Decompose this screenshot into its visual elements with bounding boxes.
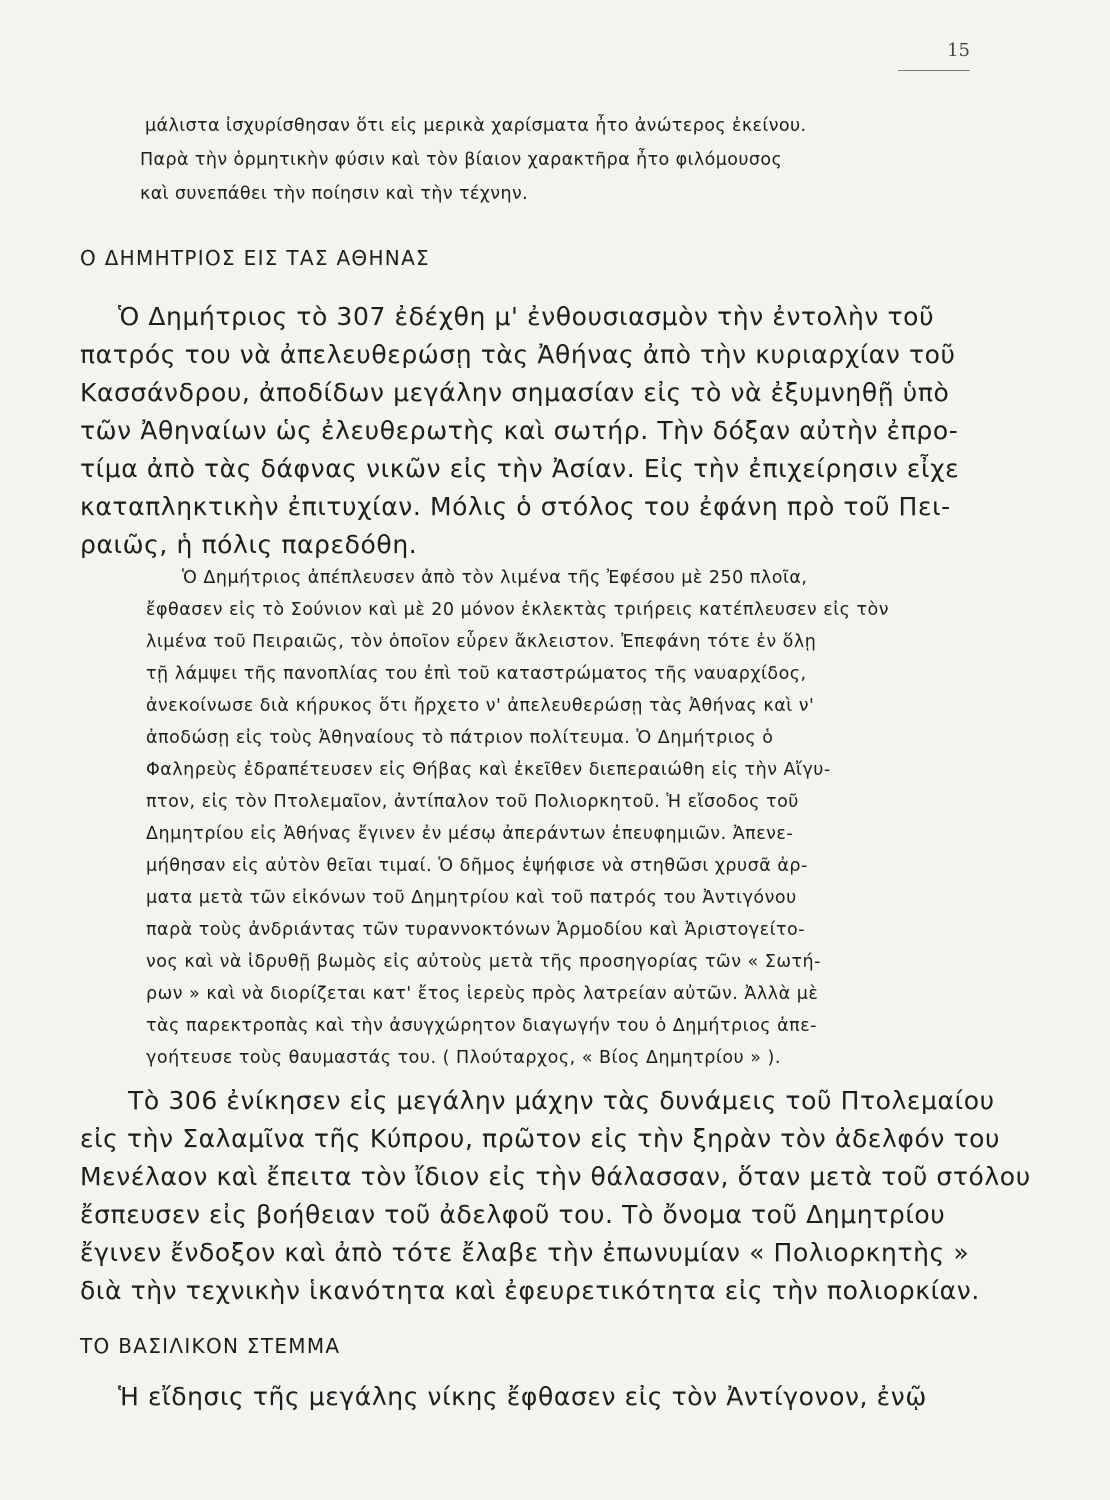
text-line: καὶ συνεπάθει τὴν ποίησιν καὶ τὴν τέχνην. <box>140 184 529 204</box>
text-line: ἔφθασεν εἰς τὸ Σούνιον καὶ μὲ 20 μόνον ἐκλεκτὰς τριήρεις κατέπλευσεν εἰς τὸν <box>146 600 889 620</box>
text-line: ρων » καὶ νὰ διορίζεται κατ' ἔτος ἱερεὺς πρὸς λατρείαν αὐτῶν. Ἀλλὰ μὲ <box>146 984 819 1004</box>
text-line: ραιῶς, ἡ πόλις παρεδόθη. <box>80 530 418 559</box>
text-line: καταπληκτικὴν ἐπιτυχίαν. Μόλις ὁ στόλος του ἐφάνη πρὸ τοῦ Πει- <box>80 492 951 521</box>
text-line: τῶν Ἀθηναίων ὡς ἐλευθερωτὴς καὶ σωτήρ. Τὴν δόξαν αὐτὴν ἐπρο- <box>80 416 959 445</box>
text-line: Ἡ εἴδησις τῆς μεγάλης νίκης ἔφθασεν εἰς τὸν Ἀντίγονον, ἐνῷ <box>118 1382 927 1411</box>
text-line: διὰ τὴν τεχνικὴν ἱκανότητα καὶ ἐφευρετικότητα εἰς τὴν πολιορκίαν. <box>80 1276 980 1305</box>
text-line: Τὸ 306 ἐνίκησεν εἰς μεγάλην μάχην τὰς δυνάμεις τοῦ Πτολεμαίου <box>128 1086 995 1115</box>
text-line: λιμένα τοῦ Πειραιῶς, τὸν ὁποῖον εὗρεν ἄκλειστον. Ἐπεφάνη τότε ἐν ὅλῃ <box>146 632 817 652</box>
text-line: Μενέλαον καὶ ἔπειτα τὸν ἴδιον εἰς τὴν θάλασσαν, ὅταν μετὰ τοῦ στόλου <box>80 1162 1031 1191</box>
page-number: 15 <box>947 40 970 61</box>
text-line: τίμα ἀπὸ τὰς δάφνας νικῶν εἰς τὴν Ἀσίαν. Εἰς τὴν ἐπιχείρησιν εἶχε <box>80 454 960 483</box>
text-line: ματα μετὰ τῶν εἰκόνων τοῦ Δημητρίου καὶ τοῦ πατρός του Ἀντιγόνου <box>146 888 797 908</box>
text-line: γοήτευσε τοὺς θαυμαστάς του. ( Πλούταρχος, « Βίος Δημητρίου » ). <box>146 1048 781 1068</box>
text-line: πατρός του νὰ ἀπελευθερώσῃ τὰς Ἀθήνας ἀπὸ τὴν κυριαρχίαν τοῦ <box>80 340 956 369</box>
text-line: ἔσπευσεν εἰς βοήθειαν τοῦ ἀδελφοῦ του. Τὸ ὄνομα τοῦ Δημητρίου <box>80 1200 946 1229</box>
text-line: νος καὶ νὰ ἱδρυθῇ βωμὸς εἰς αὐτοὺς μετὰ τῆς προσηγορίας τῶν « Σωτή- <box>146 952 821 972</box>
text-line: Παρὰ τὴν ὁρμητικὴν φύσιν καὶ τὸν βίαιον χαρακτῆρα ἦτο φιλόμουσος <box>140 150 783 170</box>
page-number-rule <box>898 70 970 71</box>
text-line: Ὁ Δημήτριος ἀπέπλευσεν ἀπὸ τὸν λιμένα τῆς Ἐφέσου μὲ 250 πλοῖα, <box>182 568 808 588</box>
text-line: ἔγινεν ἔνδοξον καὶ ἀπὸ τότε ἔλαβε τὴν ἐπωνυμίαν « Πολιορκητὴς » <box>80 1238 970 1267</box>
text-line: τὰς παρεκτροπὰς καὶ τὴν ἀσυγχώρητον διαγωγήν του ὁ Δημήτριος ἀπε- <box>146 1016 817 1036</box>
text-line: παρὰ τοὺς ἀνδριάντας τῶν τυραννοκτόνων Ἁρμοδίου καὶ Ἀριστογείτο- <box>146 920 806 940</box>
text-line: Ὁ Δημήτριος τὸ 307 ἐδέχθη μ' ἐνθουσιασμὸν τὴν ἐντολὴν τοῦ <box>118 302 935 331</box>
section-heading: Ο ΔΗΜΗΤΡΙΟΣ ΕΙΣ ΤΑΣ ΑΘΗΝΑΣ <box>80 246 430 270</box>
text-line: Κασσάνδρου, ἀποδίδων μεγάλην σημασίαν εἰς τὸ νὰ ἐξυμνηθῇ ὑπὸ <box>80 378 950 407</box>
text-line: πτον, εἰς τὸν Πτολεμαῖον, ἀντίπαλον τοῦ Πολιορκητοῦ. Ἡ εἴσοδος τοῦ <box>146 792 799 812</box>
text-line: τῇ λάμψει τῆς πανοπλίας του ἐπὶ τοῦ καταστρώματος τῆς ναυαρχίδος, <box>146 664 807 684</box>
text-line: εἰς τὴν Σαλαμῖνα τῆς Κύπρου, πρῶτον εἰς τὴν ξηρὰν τὸν ἀδελφόν του <box>80 1124 1001 1153</box>
text-line: ἀποδώσῃ εἰς τοὺς Ἀθηναίους τὸ πάτριον πολίτευμα. Ὁ Δημήτριος ὁ <box>146 728 774 748</box>
text-line: Φαληρεὺς ἐδραπέτευσεν εἰς Θήβας καὶ ἐκεῖθεν διεπεραιώθη εἰς τὴν Αἴγυ- <box>146 760 831 780</box>
text-line: Δημητρίου εἰς Ἀθήνας ἔγινεν ἐν μέσῳ ἀπεράντων ἐπευφημιῶν. Ἀπενε- <box>146 824 794 844</box>
text-line: ἀνεκοίνωσε διὰ κήρυκος ὅτι ἤρχετο ν' ἀπελευθερώσῃ τὰς Ἀθήνας καὶ ν' <box>146 696 815 716</box>
text-line: μήθησαν εἰς αὐτὸν θεῖαι τιμαί. Ὁ δῆμος ἐψήφισε νὰ στηθῶσι χρυσᾶ ἀρ- <box>146 856 808 876</box>
text-line: μάλιστα ἰσχυρίσθησαν ὅτι εἰς μερικὰ χαρίσματα ἦτο ἀνώτερος ἐκείνου. <box>145 116 807 136</box>
section-heading: ΤΟ ΒΑΣΙΛΙΚΟΝ ΣΤΕΜΜΑ <box>80 1334 341 1358</box>
